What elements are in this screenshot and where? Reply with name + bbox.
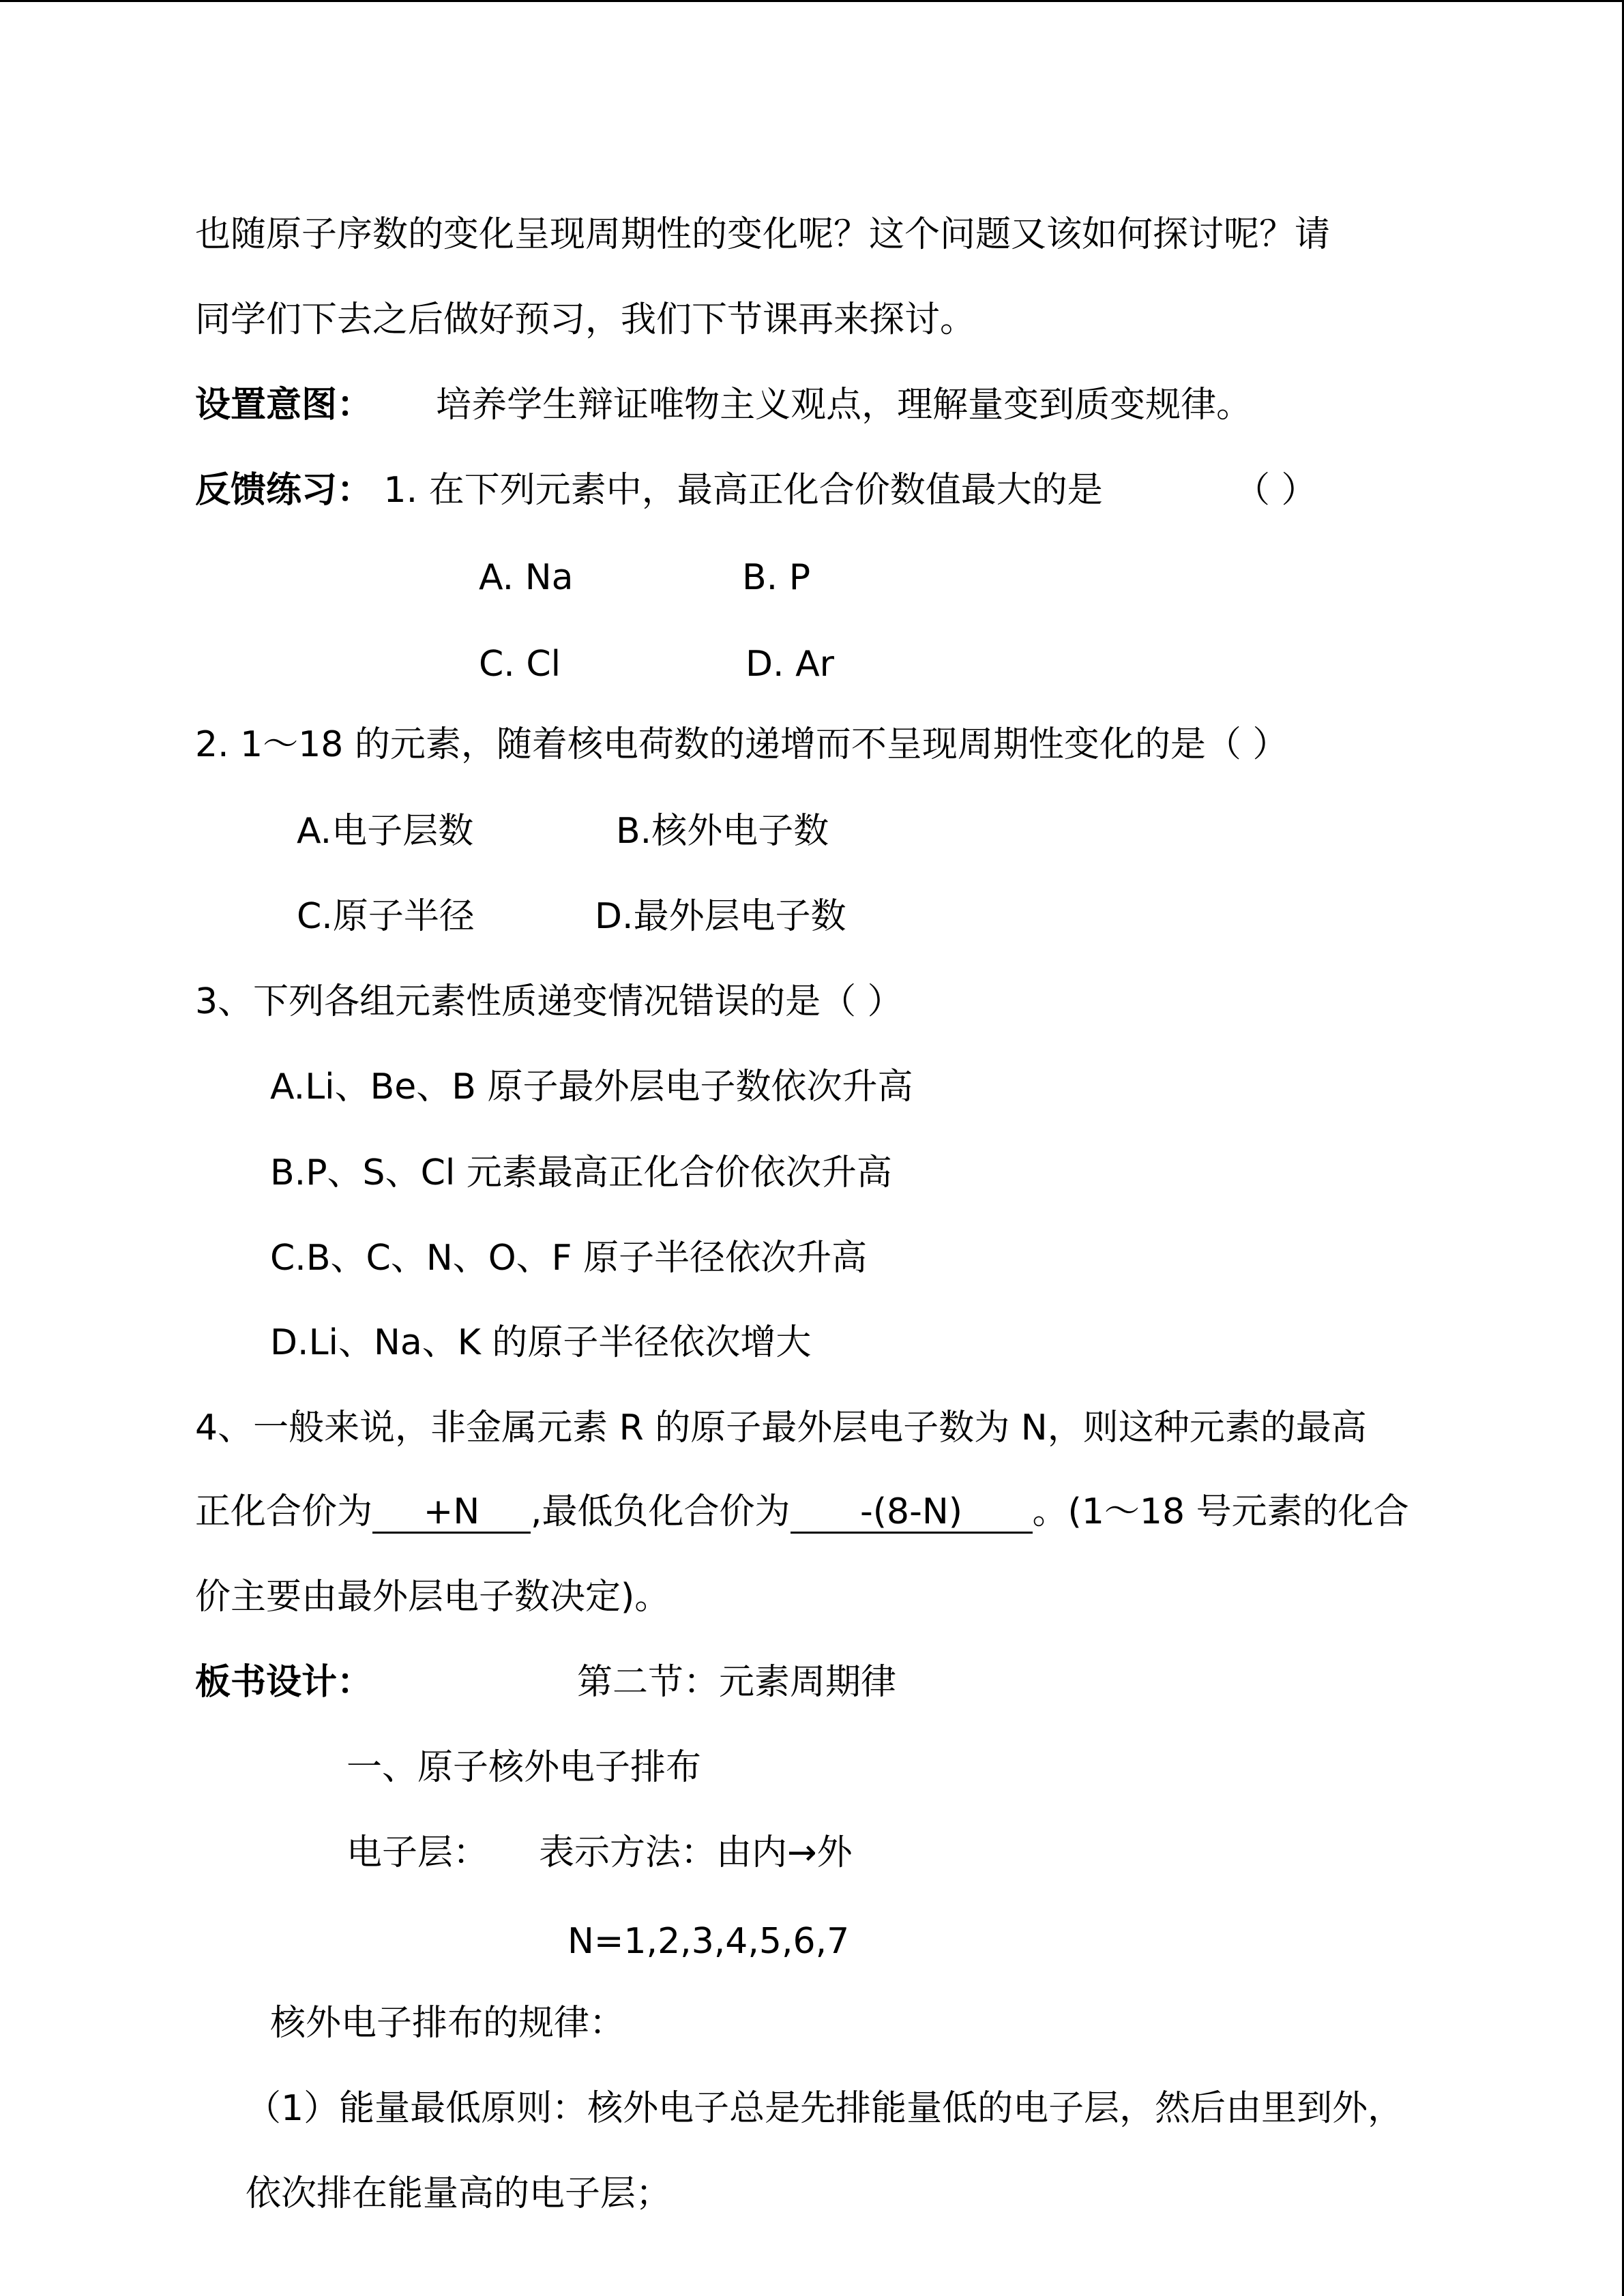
q2-option-a: A.电子层数 <box>297 811 474 852</box>
q4-part-1: 正化合价为 <box>195 1491 373 1532</box>
exercise-label: 反馈练习： <box>195 470 373 511</box>
paragraph-line-2: 同学们下去之后做好预习，我们下节课再来探讨。 <box>195 299 976 340</box>
q4-answer-max-valence: +N <box>372 1492 531 1534</box>
q4-line-2 <box>195 1490 1409 1534</box>
q1-option-a: A. Na <box>479 557 574 598</box>
shell-values: N=1,2,3,4,5,6,7 <box>567 1921 850 1962</box>
board-section-1: 一、原子核外电子排布 <box>346 1747 702 1788</box>
q2-option-d: D.最外层电子数 <box>595 896 846 937</box>
shell-method: 表示方法：由内→外 <box>539 1832 853 1873</box>
q1-option-b: B. P <box>742 557 811 598</box>
q1-paren: （ ） <box>1235 470 1317 511</box>
rule-1-line-1: （1）能量最低原则：核外电子总是先排能量低的电子层，然后由里到外， <box>246 2088 1404 2129</box>
page-top-border <box>0 0 1624 2</box>
q1-option-c: C. Cl <box>479 644 561 685</box>
board-title: 第二节：元素周期律 <box>577 1662 897 1703</box>
paragraph-line-1: 也随原子序数的变化呈现周期性的变化呢？这个问题又该如何探讨呢？请 <box>195 214 1331 255</box>
q4-part-3: 。(1～18 号元素的化合 <box>1032 1491 1409 1532</box>
q3-option-d: D.Li、Na、K 的原子半径依次增大 <box>270 1322 812 1363</box>
q3-option-c: C.B、C、N、O、F 原子半径依次升高 <box>270 1238 868 1279</box>
q4-answer-min-valence: -(8-N) <box>791 1492 1033 1534</box>
q4-part-2: ,最低负化合价为 <box>531 1491 791 1532</box>
q1-option-d: D. Ar <box>745 644 835 685</box>
board-label: 板书设计： <box>195 1662 373 1703</box>
q4-line-1: 4、一般来说，非金属元素 R 的原子最外层电子数为 N，则这种元素的最高 <box>195 1407 1367 1448</box>
q4-line-3: 价主要由最外层电子数决定)。 <box>195 1577 670 1617</box>
q3-option-b: B.P、S、Cl 元素最高正化合价依次升高 <box>270 1152 892 1193</box>
q1-stem: 1. 在下列元素中，最高正化合价数值最大的是 <box>383 470 1103 511</box>
q2-stem: 2. 1～18 的元素，随着核电荷数的递增而不呈现周期性变化的是（ ） <box>195 724 1288 765</box>
exercise-q1-row <box>195 468 1103 512</box>
shell-label: 电子层： <box>346 1832 489 1873</box>
q2-option-c: C.原子半径 <box>297 896 475 937</box>
q3-option-a: A.Li、Be、B 原子最外层电子数依次升高 <box>270 1067 913 1107</box>
intent-row <box>195 383 1252 427</box>
rule-1-line-2: 依次排在能量高的电子层； <box>246 2173 672 2214</box>
q2-option-b: B.核外电子数 <box>616 811 829 852</box>
intent-text: 培养学生辩证唯物主义观点，理解量变到质变规律。 <box>436 385 1252 426</box>
rules-title: 核外电子排布的规律： <box>270 2003 625 2044</box>
intent-label: 设置意图： <box>195 385 373 426</box>
board-label-row <box>195 1660 372 1704</box>
q3-stem: 3、下列各组元素性质递变情况错误的是（ ） <box>195 981 903 1022</box>
